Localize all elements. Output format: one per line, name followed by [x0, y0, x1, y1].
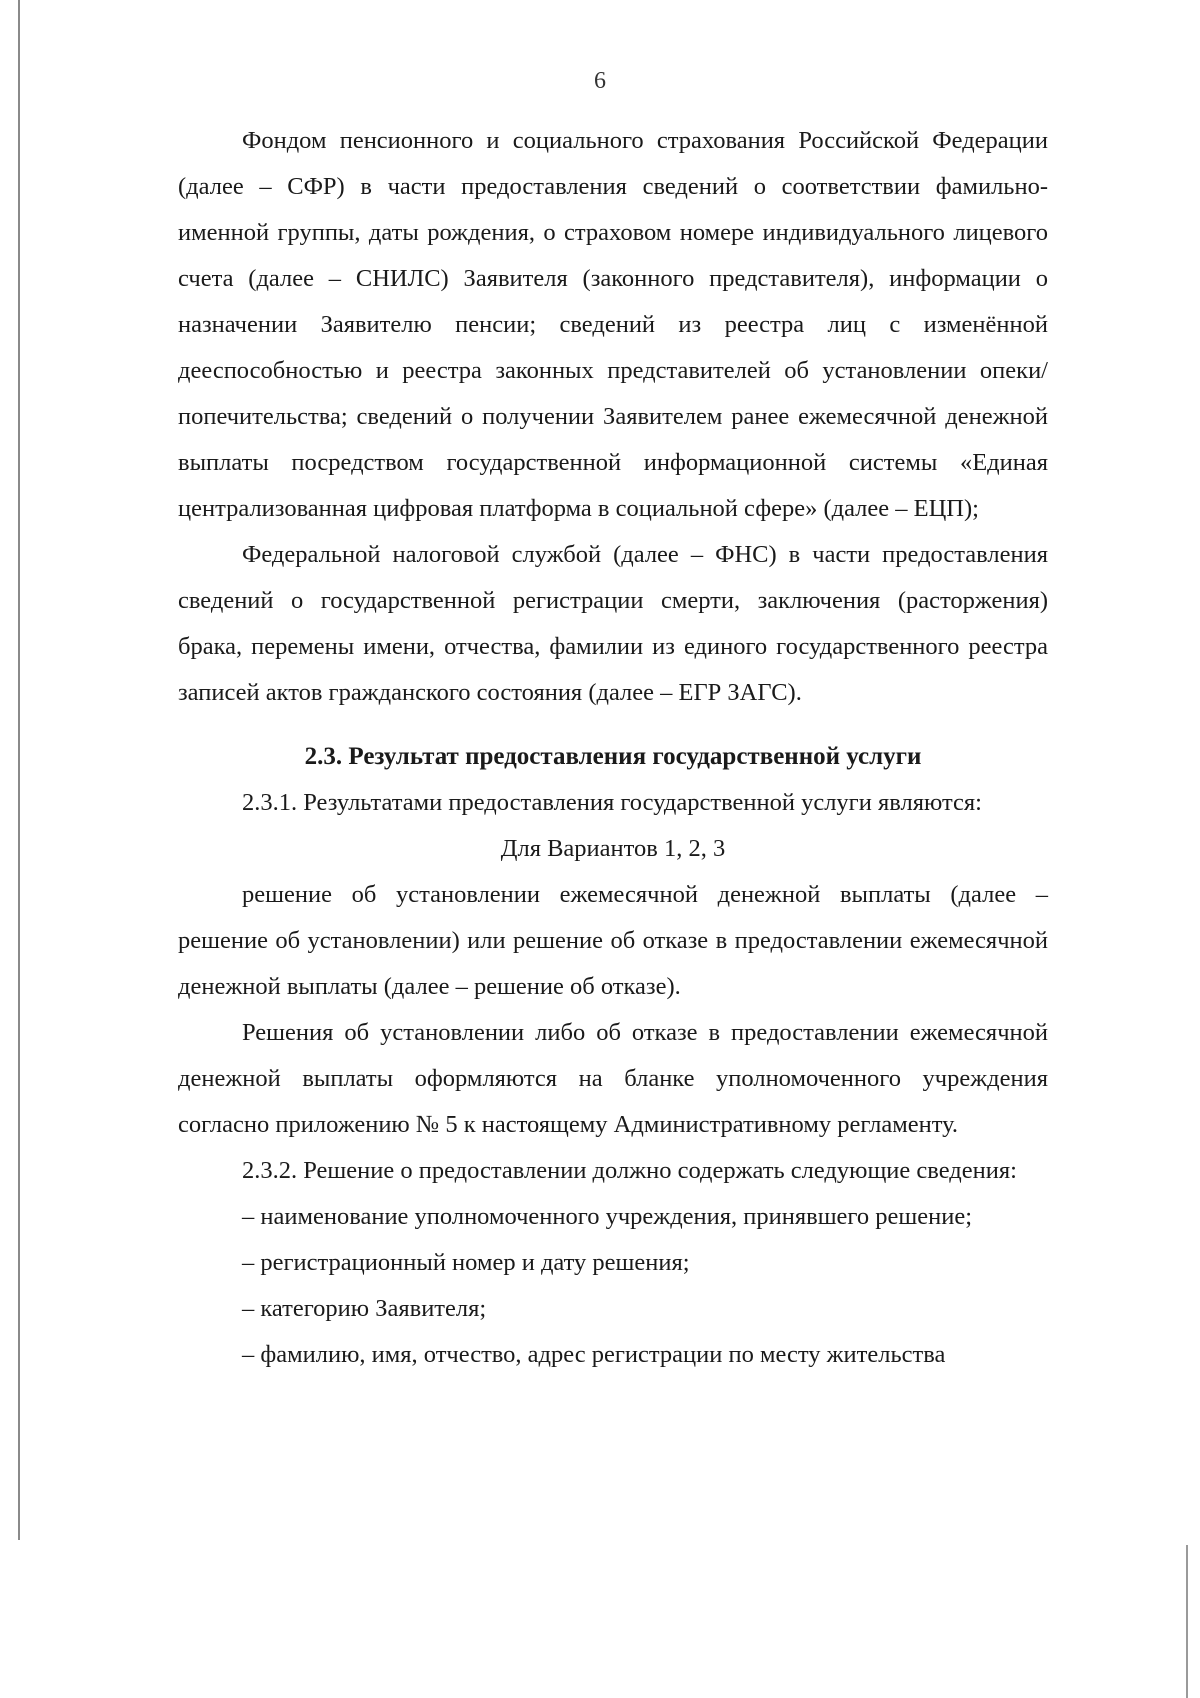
list-item: – категорию Заявителя; [242, 1295, 487, 1322]
scan-edge-right [1186, 1545, 1188, 1698]
section-intro: 2.3.1. Результатами предоставления государственной услуги являются: [242, 789, 982, 816]
variants-line: Для Вариантов 1, 2, 3 [500, 835, 726, 862]
list-item: – фамилию, имя, отчество, адрес регистрации по месту жительства [242, 1341, 946, 1368]
paragraph-decision-form: Решения об установлении либо об отказе в предоставлении ежемесячной денежной выплаты оформляются на бланке уполномоченного учреждения согласно приложению № 5 к настоящему Административному регламенту. [178, 1019, 1048, 1138]
paragraph-fns: Федеральной налоговой службой (далее – ФНС) в части предоставления сведений о государственной регистрации смерти, заключения (расторжения) брака, перемены имени, отчества, фамилии из единого государственного реестра записей актов гражданского состояния (далее – ЕГР ЗАГС). [178, 541, 1048, 706]
list-item: – регистрационный номер и дату решения; [242, 1249, 690, 1276]
paragraph-decision-content: 2.3.2. Решение о предоставлении должно содержать следующие сведения: [242, 1157, 1017, 1184]
page-number: 6 [594, 68, 606, 94]
scan-edge-left [18, 0, 20, 1540]
list-item: – наименование уполномоченного учреждения, принявшего решение; [242, 1203, 973, 1230]
section-heading: 2.3. Результат предоставления государственной услуги [304, 743, 922, 770]
paragraph-decision: решение об установлении ежемесячной денежной выплаты (далее – решение об установлении) или решение об отказе в предоставлении ежемесячной денежной выплаты (далее – решение об отказе). [178, 881, 1048, 1000]
paragraph-sfr: Фондом пенсионного и социального страхования Российской Федерации (далее – СФР) в части предоставления сведений о соответствии фамильно-именной группы, даты рождения, о страховом номере индивидуального лицевого счета (далее – СНИЛС) Заявителя (законного представителя), информации о назначении Заявителю пенсии; сведений из реестра лиц с изменённой дееспособностью и реестра законных представителей об установлении опеки/попечительства; сведений о получении Заявителем ранее ежемесячной денежной выплаты посредством государственной информационной системы «Единая централизованная цифровая платформа в социальной сфере» (далее – ЕЦП); [178, 127, 1048, 522]
document-body [178, 118, 1048, 1378]
